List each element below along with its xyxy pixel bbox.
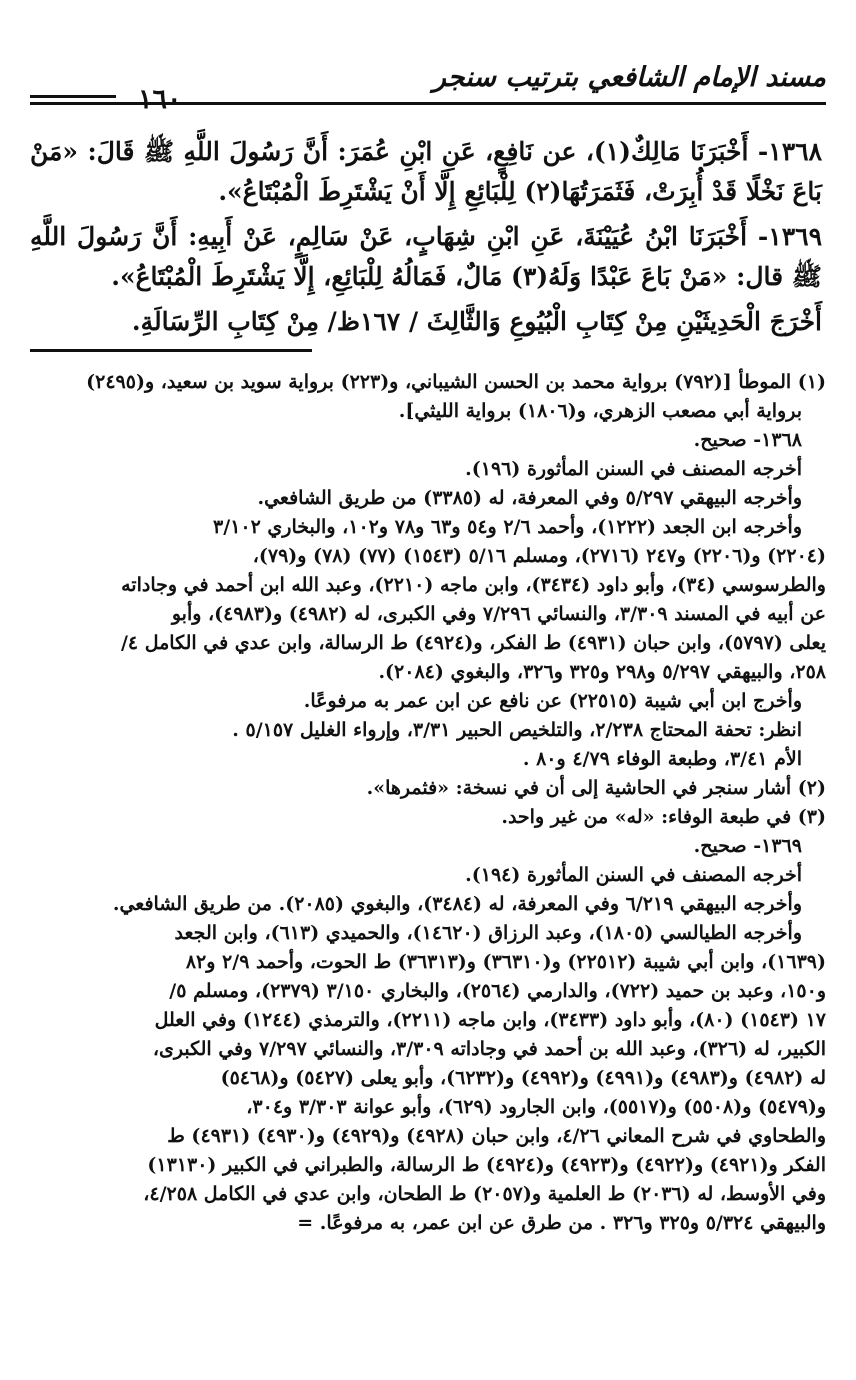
footnote-line: (٢٢٠٤) و(٢٢٠٦) و٢٤٧ (٢٧١٦)، ومسلم ٥/١٦ (١٥٤٣) (٧٧) (٧٨) و(٧٩)، (252, 545, 826, 567)
footnote-line: (١) الموطأ [(٧٩٢) برواية محمد بن الحسن الشيباني، و(٢٢٣) برواية سويد بن سعيد، و(٢٤٩٥) (86, 371, 826, 393)
footnote-line: وأخرجه الطيالسي (١٨٠٥)، وعبد الرزاق (١٤٦٢٠)، والحميدي (٦١٣)، وابن الجعد (174, 922, 802, 944)
footnote-line: الكبير، له (٣٢٦)، وعبد الله بن أحمد في وجاداته ٣/٣٠٩، والنسائي ٧/٢٩٧ وفي الكبرى، (152, 1038, 826, 1060)
footnote-line: و١٥٠، وعبد بن حميد (٧٢٢)، والدارمي (٢٥٦٤)، والبخاري ٣/١٥٠ (٢٣٧٩)، ومسلم ٥/ (169, 980, 826, 1002)
hadith-1369: ١٣٦٩- أَخْبَرَنَا ابْنُ عُيَيْنَةَ، عَنِ ابْنِ شِهَابٍ، عَنْ سَالِمٍ، عَنْ أَبِيهِ: أَنَّ رَسُولَ اللَّهِ ﷺ قال: «مَنْ بَاعَ عَبْدًا وَلَهُ(٣) مَالٌ، فَمَالُهُ لِلْبَائِعِ، إِلَّا يَشْتَرِطَ الْمُبْتَاعُ». (30, 222, 822, 291)
footnote-line: برواية أبي مصعب الزهري، و(١٨٠٦) برواية الليثي]. (398, 400, 802, 422)
footnote-line: وفي الأوسط، له (٢٠٣٦) ط العلمية و(٢٠٥٧) ط الطحان، وابن عدي في الكامل ٤/٢٥٨، (143, 1183, 826, 1205)
footnote-line: الأم ٣/٤١، وطبعة الوفاء ٤/٧٩ و٨٠ . (522, 748, 802, 770)
book-title: مسند الإمام الشافعي بترتيب سنجر (432, 62, 826, 93)
hadith-1368: ١٣٦٨- أَخْبَرَنَا مَالِكٌ(١)، عن نَافِعٍ، عَنِ ابْنِ عُمَرَ: أَنَّ رَسُولَ اللَّهِ ﷺ قَالَ: «مَنْ بَاعَ نَخْلًا قَدْ أُبِرَتْ، فَثَمَرَتُهَا(٢) لِلْبَائِعِ إِلَّا أَنْ يَشْتَرِطَ الْمُبْتَاعُ». (30, 137, 822, 206)
footnote-line: أخرجه المصنف في السنن المأثورة (١٩٤). (465, 864, 802, 886)
footnote-line: انظر: تحفة المحتاج ٢/٢٣٨، والتلخيص الحبير ٣/٣١، وإرواء الغليل ٥/١٥٧ . (232, 719, 802, 741)
running-header (30, 62, 826, 115)
header-rule-accent (30, 95, 116, 98)
footnote-line: وأخرجه البيهقي ٥/٢٩٧ وفي المعرفة، له (٣٣٨٥) من طريق الشافعي. (257, 487, 802, 509)
footnote-line: وأخرجه البيهقي ٦/٢١٩ وفي المعرفة، له (٣٤٨٤)، والبغوي (٢٠٨٥). من طريق الشافعي. (112, 893, 802, 915)
footnote-line: الفكر و(٤٩٢١) و(٤٩٢٢) و(٤٩٢٣) و(٤٩٢٤) ط الرسالة، والطبراني في الكبير (١٣١٣٠) (147, 1154, 826, 1176)
footnote-line: أخرجه المصنف في السنن المأثورة (١٩٦). (465, 458, 802, 480)
footnote-heading: ١٣٦٨- صحيح. (693, 429, 802, 451)
footnote-line: (١٦٣٩)، وابن أبي شيبة (٢٢٥١٢) و(٣٦٣١٠) و(٣٦٣١٣) ط الحوت، وأحمد ٢/٩ و٨٢ (185, 951, 826, 973)
page-number: ١٦٠ (138, 84, 182, 115)
footnote-line: والطحاوي في شرح المعاني ٤/٢٦، وابن حبان (٤٩٢٨) و(٤٩٢٩) و(٤٩٣٠) (٤٩٣١) ط (167, 1125, 826, 1147)
footnote-separator (30, 349, 312, 352)
footnote-line: عن أبيه في المسند ٣/٣٠٩، والنسائي ٧/٢٩٦ وفي الكبرى، له (٤٩٨٢) و(٤٩٨٣)، وأبو (171, 603, 826, 625)
main-text (30, 132, 822, 342)
footnote-line: وأخرجه ابن الجعد (١٢٢٢)، وأحمد ٢/٦ و٥٤ و٦٣ و٧٨ و١٠٢، والبخاري ٣/١٠٢ (213, 516, 802, 538)
footnote-line: ٢٥٨، والبيهقي ٥/٢٩٧ و٢٩٨ و٣٢٥ و٣٢٦، والبغوي (٢٠٨٤). (378, 661, 826, 683)
footnotes (30, 368, 826, 1238)
footnote-line: له (٤٩٨٢) و(٤٩٨٣) و(٤٩٩١) و(٤٩٩٢) و(٦٢٣٢)، وأبو يعلى (٥٤٢٧) و(٥٤٦٨) (220, 1067, 826, 1089)
footnote-line: يعلى (٥٧٩٧)، وابن حبان (٤٩٣١) ط الفكر، و(٤٩٢٤) ط الرسالة، وابن عدي في الكامل ٤/ (120, 632, 826, 654)
continuation-mark: = (297, 1212, 314, 1234)
footnote-line: وأخرج ابن أبي شيبة (٢٢٥١٥) عن نافع عن ابن عمر به مرفوعًا. (303, 690, 802, 712)
footnote-line-text: والبيهقي ٥/٣٢٤ و٣٢٥ و٣٢٦ . من طرق عن ابن عمر، به مرفوعًا. (319, 1212, 826, 1234)
footnote-line: و(٥٤٧٩) و(٥٥٠٨) و(٥٥١٧)، وابن الجارود (٦٢٩)، وأبو عوانة ٣/٣٠٣ و٣٠٤، (246, 1096, 826, 1118)
header-rule (30, 102, 826, 105)
footnote-heading: ١٣٦٩- صحيح. (693, 835, 802, 857)
footnote-line: ١٧ (١٥٤٣) (٨٠)، وأبو داود (٣٤٣٣)، وابن ماجه (٢٢١١)، والترمذي (١٢٤٤) وفي العلل (154, 1009, 826, 1031)
closing-note: أَخْرَجَ الْحَدِيثَيْنِ مِنْ كِتَابِ الْبُيُوعِ وَالثَّالِثَ / ١٦٧ظ/ مِنْ كِتَابِ الرِّسَالَةِ. (131, 307, 822, 336)
footnote-line: والطرسوسي (٣٤)، وأبو داود (٣٤٣٤)، وابن ماجه (٢٢١٠)، وعبد الله ابن أحمد في وجاداته (121, 574, 826, 596)
footnote-line: (٢) أشار سنجر في الحاشية إلى أن في نسخة: «فثمرها». (366, 777, 826, 799)
footnote-line: (٣) في طبعة الوفاء: «له» من غير واحد. (501, 806, 826, 828)
footnote-line (30, 1209, 826, 1238)
